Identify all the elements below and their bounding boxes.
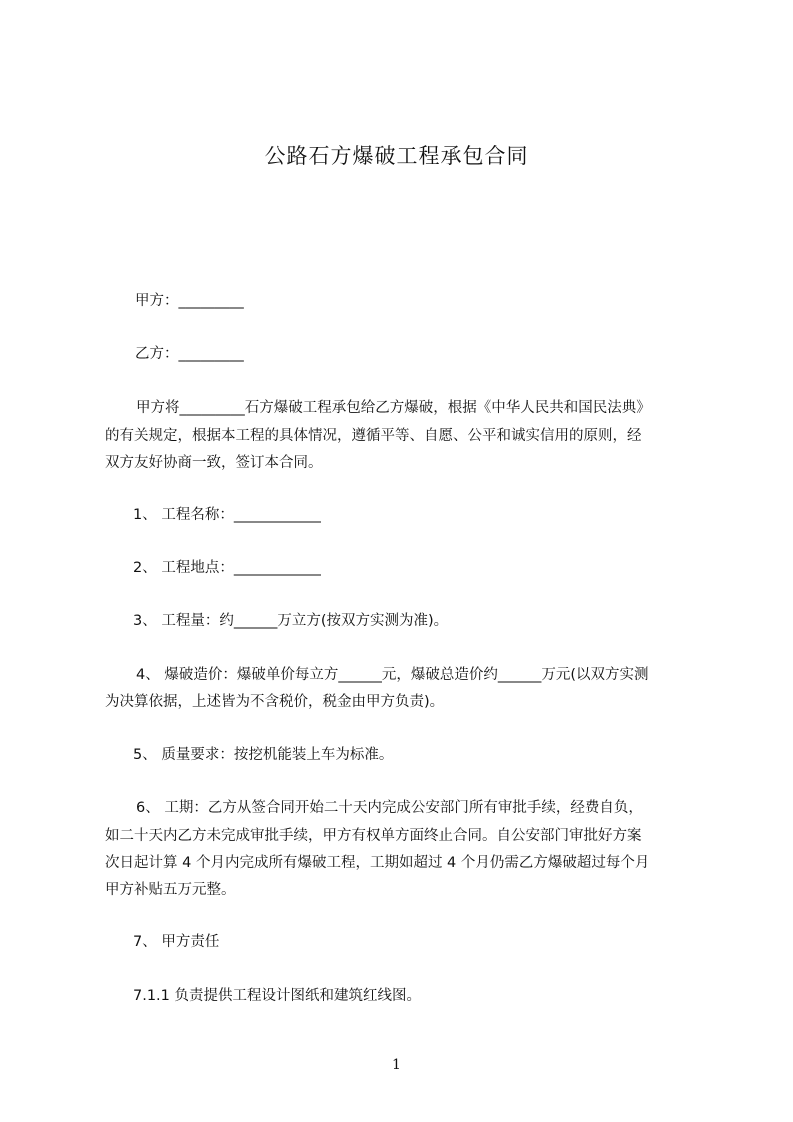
clause-5-quality: 5、 质量要求：按挖机能装上车为标准。 <box>133 747 394 763</box>
intro-line-1: 甲方将_________石方爆破工程承包给乙方爆破，根据《中华人民共和国民法典》 <box>136 400 651 416</box>
party-a-line: 甲方：_________ <box>135 293 244 309</box>
clause-2-project-location: 2、 工程地点：____________ <box>133 560 321 576</box>
clause-6-schedule-line-1: 6、 工期：乙方从签合同开始二十天内完成公安部门所有审批手续，经费自负， <box>136 800 643 816</box>
intro-line-2: 的有关规定，根据本工程的具体情况，遵循平等、自愿、公平和诚实信用的原则，经 <box>105 428 642 444</box>
clause-7-party-a-duties: 7、 甲方责任 <box>133 934 220 950</box>
page-number: 1 <box>392 1057 401 1073</box>
clause-4-price-line-1: 4、 爆破造价：爆破单价每立方______元，爆破总造价约______万元(以双方实测 <box>136 667 649 683</box>
clause-6-schedule-line-2: 如二十天内乙方未完成审批手续，甲方有权单方面终止合同。自公安部门审批好方案 <box>105 828 642 844</box>
intro-line-3: 双方友好协商一致，签订本合同。 <box>105 455 323 471</box>
clause-6-schedule-line-3: 次日起计算 4 个月内完成所有爆破工程，工期如超过 4 个月仍需乙方爆破超过每个月 <box>105 855 650 871</box>
clause-7-1-1: 7.1.1 负责提供工程设计图纸和建筑红线图。 <box>133 988 422 1004</box>
clause-4-price-line-2: 为决算依据，上述皆为不含税价，税金由甲方负责)。 <box>105 694 445 710</box>
clause-6-schedule-line-4: 甲方补贴五万元整。 <box>105 882 236 898</box>
clause-3-quantity: 3、 工程量：约______万立方(按双方实测为准)。 <box>133 613 449 629</box>
party-b-line: 乙方：_________ <box>135 346 244 362</box>
clause-1-project-name: 1、 工程名称：____________ <box>133 507 321 523</box>
document-title: 公路石方爆破工程承包合同 <box>264 144 529 168</box>
